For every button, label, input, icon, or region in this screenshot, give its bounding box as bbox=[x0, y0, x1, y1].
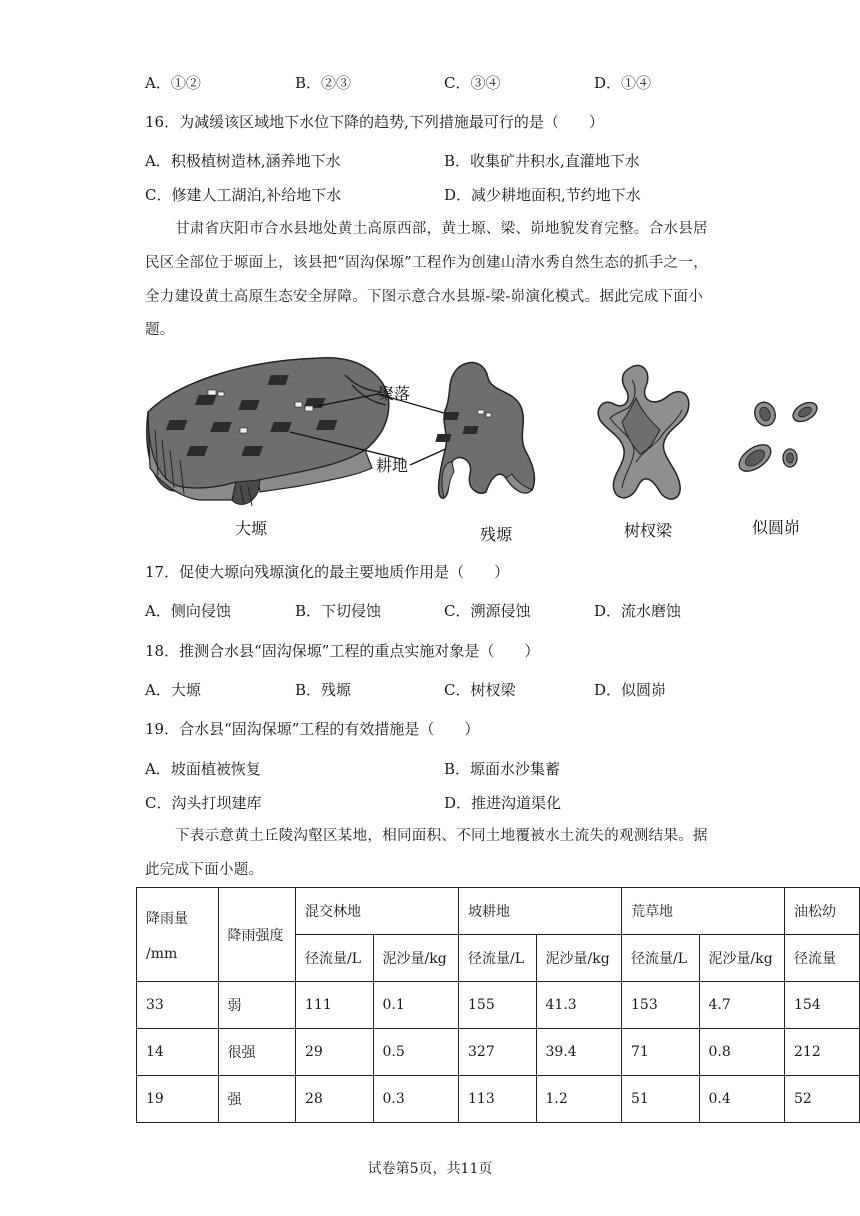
soil-erosion-table bbox=[136, 887, 860, 1123]
q18-stem: 18．推测合水县“固沟保塬”工程的重点实施对象是（ ） bbox=[145, 642, 540, 660]
header-rainfall-label: 降雨量 bbox=[146, 910, 188, 927]
table-cell: 39.4 bbox=[536, 1029, 622, 1076]
table-cell: 29 bbox=[296, 1029, 373, 1076]
table-cell: 212 bbox=[785, 1029, 860, 1076]
table-cell: 28 bbox=[296, 1076, 373, 1123]
table-cell: 弱 bbox=[218, 982, 295, 1029]
table-header-row bbox=[137, 888, 860, 935]
table-cell: 52 bbox=[785, 1076, 860, 1123]
table-row bbox=[137, 982, 860, 1029]
table-cell: 71 bbox=[622, 1029, 699, 1076]
q15-option-d: D．①④ bbox=[594, 74, 652, 92]
page-footer: 试卷第5页，共11页 bbox=[367, 1161, 493, 1177]
subheader-cell: 径流量 bbox=[785, 935, 860, 982]
passage1-line-3: 全力建设黄土高原生态安全屏障。下图示意合水县塬-梁-峁演化模式。据此完成下面小 bbox=[145, 289, 703, 305]
header-group-pine: 油松幼 bbox=[785, 888, 860, 935]
passage1-line-4: 题。 bbox=[145, 322, 175, 338]
q17-option-b: B．下切侵蚀 bbox=[295, 602, 382, 620]
q19-option-a: A．坡面植被恢复 bbox=[145, 760, 261, 778]
subheader-cell: 泥沙量/kg bbox=[373, 935, 459, 982]
callout-settlement: 聚落 bbox=[378, 384, 411, 403]
stage-label-round-hill: 似圆峁 bbox=[752, 518, 801, 537]
q16-option-d: D．减少耕地面积,节约地下水 bbox=[444, 186, 641, 204]
q15-option-a: A．①② bbox=[145, 74, 201, 92]
q15-option-b: B．②③ bbox=[295, 74, 352, 92]
q17-option-d: D．流水磨蚀 bbox=[594, 602, 682, 620]
q17-option-c: C．溯源侵蚀 bbox=[444, 602, 531, 620]
stage-label-branching-ridge: 树杈梁 bbox=[624, 521, 673, 540]
subheader-cell: 径流量/L bbox=[459, 935, 536, 982]
subheader-cell: 径流量/L bbox=[296, 935, 373, 982]
subheader-cell: 径流量/L bbox=[622, 935, 699, 982]
q17-stem: 17．促使大塬向残塬演化的最主要地质作用是（ ） bbox=[145, 563, 510, 581]
table-cell: 19 bbox=[137, 1076, 219, 1123]
table-cell: 154 bbox=[785, 982, 860, 1029]
passage2-line-1: 下表示意黄土丘陵沟壑区某地，相同面积、不同土地覆被水土流失的观测结果。据 bbox=[175, 828, 708, 844]
q18-option-d: D．似圆峁 bbox=[594, 681, 667, 699]
callout-farmland: 耕地 bbox=[376, 456, 409, 475]
header-group-grassland: 荒草地 bbox=[622, 888, 785, 935]
q16-option-a: A．积极植树造林,涵养地下水 bbox=[145, 152, 341, 170]
table-cell: 1.2 bbox=[536, 1076, 622, 1123]
table-cell: 0.5 bbox=[373, 1029, 459, 1076]
stage-label-large-tableland: 大塬 bbox=[235, 519, 268, 538]
header-rainfall bbox=[137, 888, 219, 982]
table-cell: 0.3 bbox=[373, 1076, 459, 1123]
table-cell: 强 bbox=[218, 1076, 295, 1123]
table-row bbox=[137, 1076, 860, 1123]
table-cell: 153 bbox=[622, 982, 699, 1029]
passage1-line-1: 甘肃省庆阳市合水县地处黄土高原西部，黄土塬、梁、峁地貌发育完整。合水县居 bbox=[175, 221, 708, 237]
q19-option-b: B．塬面水沙集蓄 bbox=[444, 760, 561, 778]
q18-option-c: C．树杈梁 bbox=[444, 681, 516, 699]
header-group-mixed-forest: 混交林地 bbox=[296, 888, 459, 935]
table-cell: 51 bbox=[622, 1076, 699, 1123]
stage-label-residual-tableland: 残塬 bbox=[480, 525, 513, 544]
q19-option-d: D．推进沟道渠化 bbox=[444, 794, 562, 812]
subheader-cell: 泥沙量/kg bbox=[536, 935, 622, 982]
q16-option-c: C．修建人工湖泊,补给地下水 bbox=[145, 186, 342, 204]
q15-option-c: C．③④ bbox=[444, 74, 501, 92]
table-cell: 0.4 bbox=[699, 1076, 785, 1123]
passage1-line-2: 民区全部位于塬面上，该县把“固沟保塬”工程作为创建山清水秀自然生态的抓手之一， bbox=[145, 255, 709, 271]
q16-option-b: B．收集矿井积水,直灌地下水 bbox=[444, 152, 640, 170]
q18-option-a: A．大塬 bbox=[145, 681, 201, 699]
q19-option-c: C．沟头打坝建库 bbox=[145, 794, 262, 812]
table-cell: 很强 bbox=[218, 1029, 295, 1076]
header-intensity: 降雨强度 bbox=[218, 888, 295, 982]
table-cell: 113 bbox=[459, 1076, 536, 1123]
table-cell: 4.7 bbox=[699, 982, 785, 1029]
table-row bbox=[137, 1029, 860, 1076]
passage2-line-2: 此完成下面小题。 bbox=[145, 862, 264, 878]
table-cell: 155 bbox=[459, 982, 536, 1029]
table-cell: 41.3 bbox=[536, 982, 622, 1029]
header-rainfall-unit: /mm bbox=[146, 945, 178, 962]
table-cell: 33 bbox=[137, 982, 219, 1029]
table-cell: 0.1 bbox=[373, 982, 459, 1029]
subheader-cell: 泥沙量/kg bbox=[699, 935, 785, 982]
table-cell: 0.8 bbox=[699, 1029, 785, 1076]
table-cell: 111 bbox=[296, 982, 373, 1029]
table-cell: 14 bbox=[137, 1029, 219, 1076]
q17-option-a: A．侧向侵蚀 bbox=[145, 602, 231, 620]
table-cell: 327 bbox=[459, 1029, 536, 1076]
header-group-slope-farmland: 坡耕地 bbox=[459, 888, 622, 935]
q18-option-b: B．残塬 bbox=[295, 681, 352, 699]
q16-stem: 16．为减缓该区域地下水位下降的趋势,下列措施最可行的是（ ） bbox=[145, 113, 604, 131]
q19-stem: 19．合水县“固沟保塬”工程的有效措施是（ ） bbox=[145, 720, 480, 738]
